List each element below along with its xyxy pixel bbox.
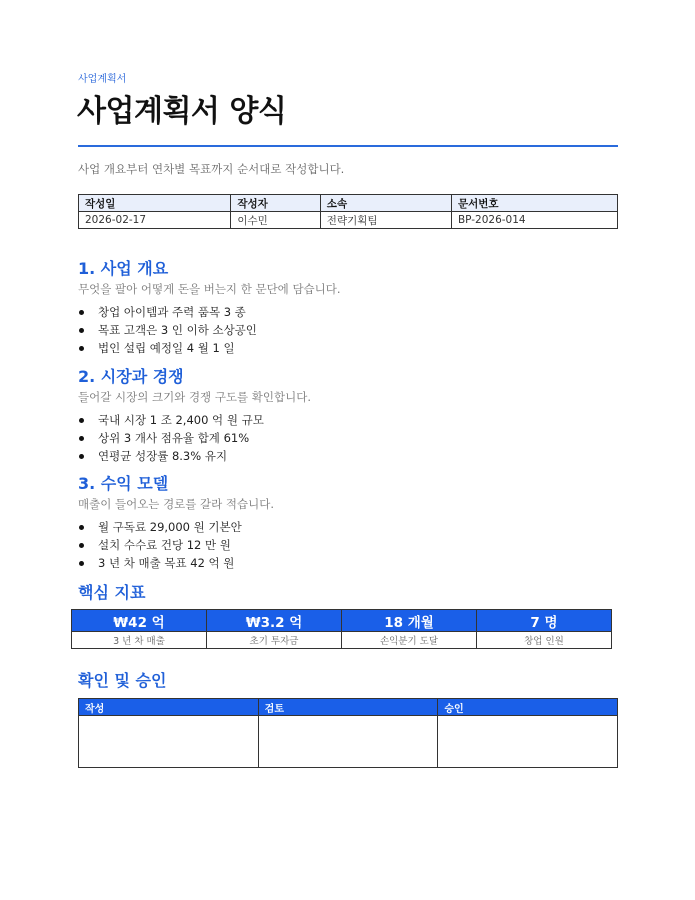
meta-value-date: 2026-02-17 xyxy=(79,212,231,229)
list-item: 목표 고객은 3 인 이하 소상공인 xyxy=(78,321,618,339)
section-title: 2. 시장과 경쟁 xyxy=(78,367,184,386)
section-market-competition xyxy=(78,364,618,465)
section-revenue-model xyxy=(78,471,618,572)
list-item: 3 년 차 매출 목표 42 억 원 xyxy=(78,554,618,572)
meta-header-doc-number: 문서번호 xyxy=(451,195,617,212)
signature-cell-approve[interactable] xyxy=(438,716,618,768)
list-item: 연평균 성장률 8.3% 유지 xyxy=(78,447,618,465)
kpi-label-investment: 초기 투자금 xyxy=(207,632,342,649)
kpi-label-revenue: 3 년 차 매출 xyxy=(72,632,207,649)
bullet-list xyxy=(78,411,618,465)
meta-value-author: 이수민 xyxy=(231,212,320,229)
section-description: 들어갈 시장의 크기와 경쟁 구도를 확인합니다. xyxy=(78,390,312,404)
approval-header-approve: 승인 xyxy=(438,699,618,716)
kpi-value-founders: 7 명 xyxy=(477,610,612,632)
eyebrow-label: 사업계획서 xyxy=(78,74,127,85)
approval-header-draft: 작성 xyxy=(79,699,259,716)
title-divider xyxy=(78,145,618,147)
kpi-heading: 핵심 지표 xyxy=(78,583,146,602)
bullet-list xyxy=(78,518,618,572)
kpi-value-breakeven: 18 개월 xyxy=(342,610,477,632)
kpi-table xyxy=(71,609,612,649)
meta-header-row xyxy=(79,195,618,212)
list-item: 상위 3 개사 점유율 합계 61% xyxy=(78,429,618,447)
list-item: 설치 수수료 건당 12 만 원 xyxy=(78,536,618,554)
section-title: 1. 사업 개요 xyxy=(78,259,169,278)
approval-signature-row xyxy=(79,716,618,768)
section-title: 3. 수익 모델 xyxy=(78,474,169,493)
section-description: 매출이 들어오는 경로를 갈라 적습니다. xyxy=(78,497,275,511)
kpi-label-row xyxy=(72,632,612,649)
signature-cell-draft[interactable] xyxy=(79,716,259,768)
meta-value-doc-number: BP-2026-014 xyxy=(451,212,617,229)
approval-header-row xyxy=(79,699,618,716)
section-description: 무엇을 팔아 어떻게 돈을 버는지 한 문단에 담습니다. xyxy=(78,282,341,296)
kpi-label-breakeven: 손익분기 도달 xyxy=(342,632,477,649)
meta-header-department: 소속 xyxy=(320,195,451,212)
approval-heading: 확인 및 승인 xyxy=(78,671,167,690)
page-title: 사업계획서 양식 xyxy=(77,94,287,129)
kpi-value-row xyxy=(72,610,612,632)
list-item: 월 구독료 29,000 원 기본안 xyxy=(78,518,618,536)
section-business-overview xyxy=(78,256,618,357)
list-item: 창업 아이템과 주력 품목 3 종 xyxy=(78,303,618,321)
meta-header-author: 작성자 xyxy=(231,195,320,212)
kpi-label-founders: 창업 인원 xyxy=(477,632,612,649)
bullet-list xyxy=(78,303,618,357)
document-meta-table xyxy=(78,194,618,229)
meta-header-date: 작성일 xyxy=(79,195,231,212)
page-subtitle: 사업 개요부터 연차별 목표까지 순서대로 작성합니다. xyxy=(78,162,345,176)
signature-cell-review[interactable] xyxy=(258,716,438,768)
list-item: 법인 설립 예정일 4 월 1 일 xyxy=(78,339,618,357)
kpi-value-investment: ₩3.2 억 xyxy=(207,610,342,632)
kpi-value-revenue: ₩42 억 xyxy=(72,610,207,632)
approval-header-review: 검토 xyxy=(258,699,438,716)
approval-table xyxy=(78,698,618,768)
list-item: 국내 시장 1 조 2,400 억 원 규모 xyxy=(78,411,618,429)
meta-value-row xyxy=(79,212,618,229)
meta-value-department: 전략기획팀 xyxy=(320,212,451,229)
